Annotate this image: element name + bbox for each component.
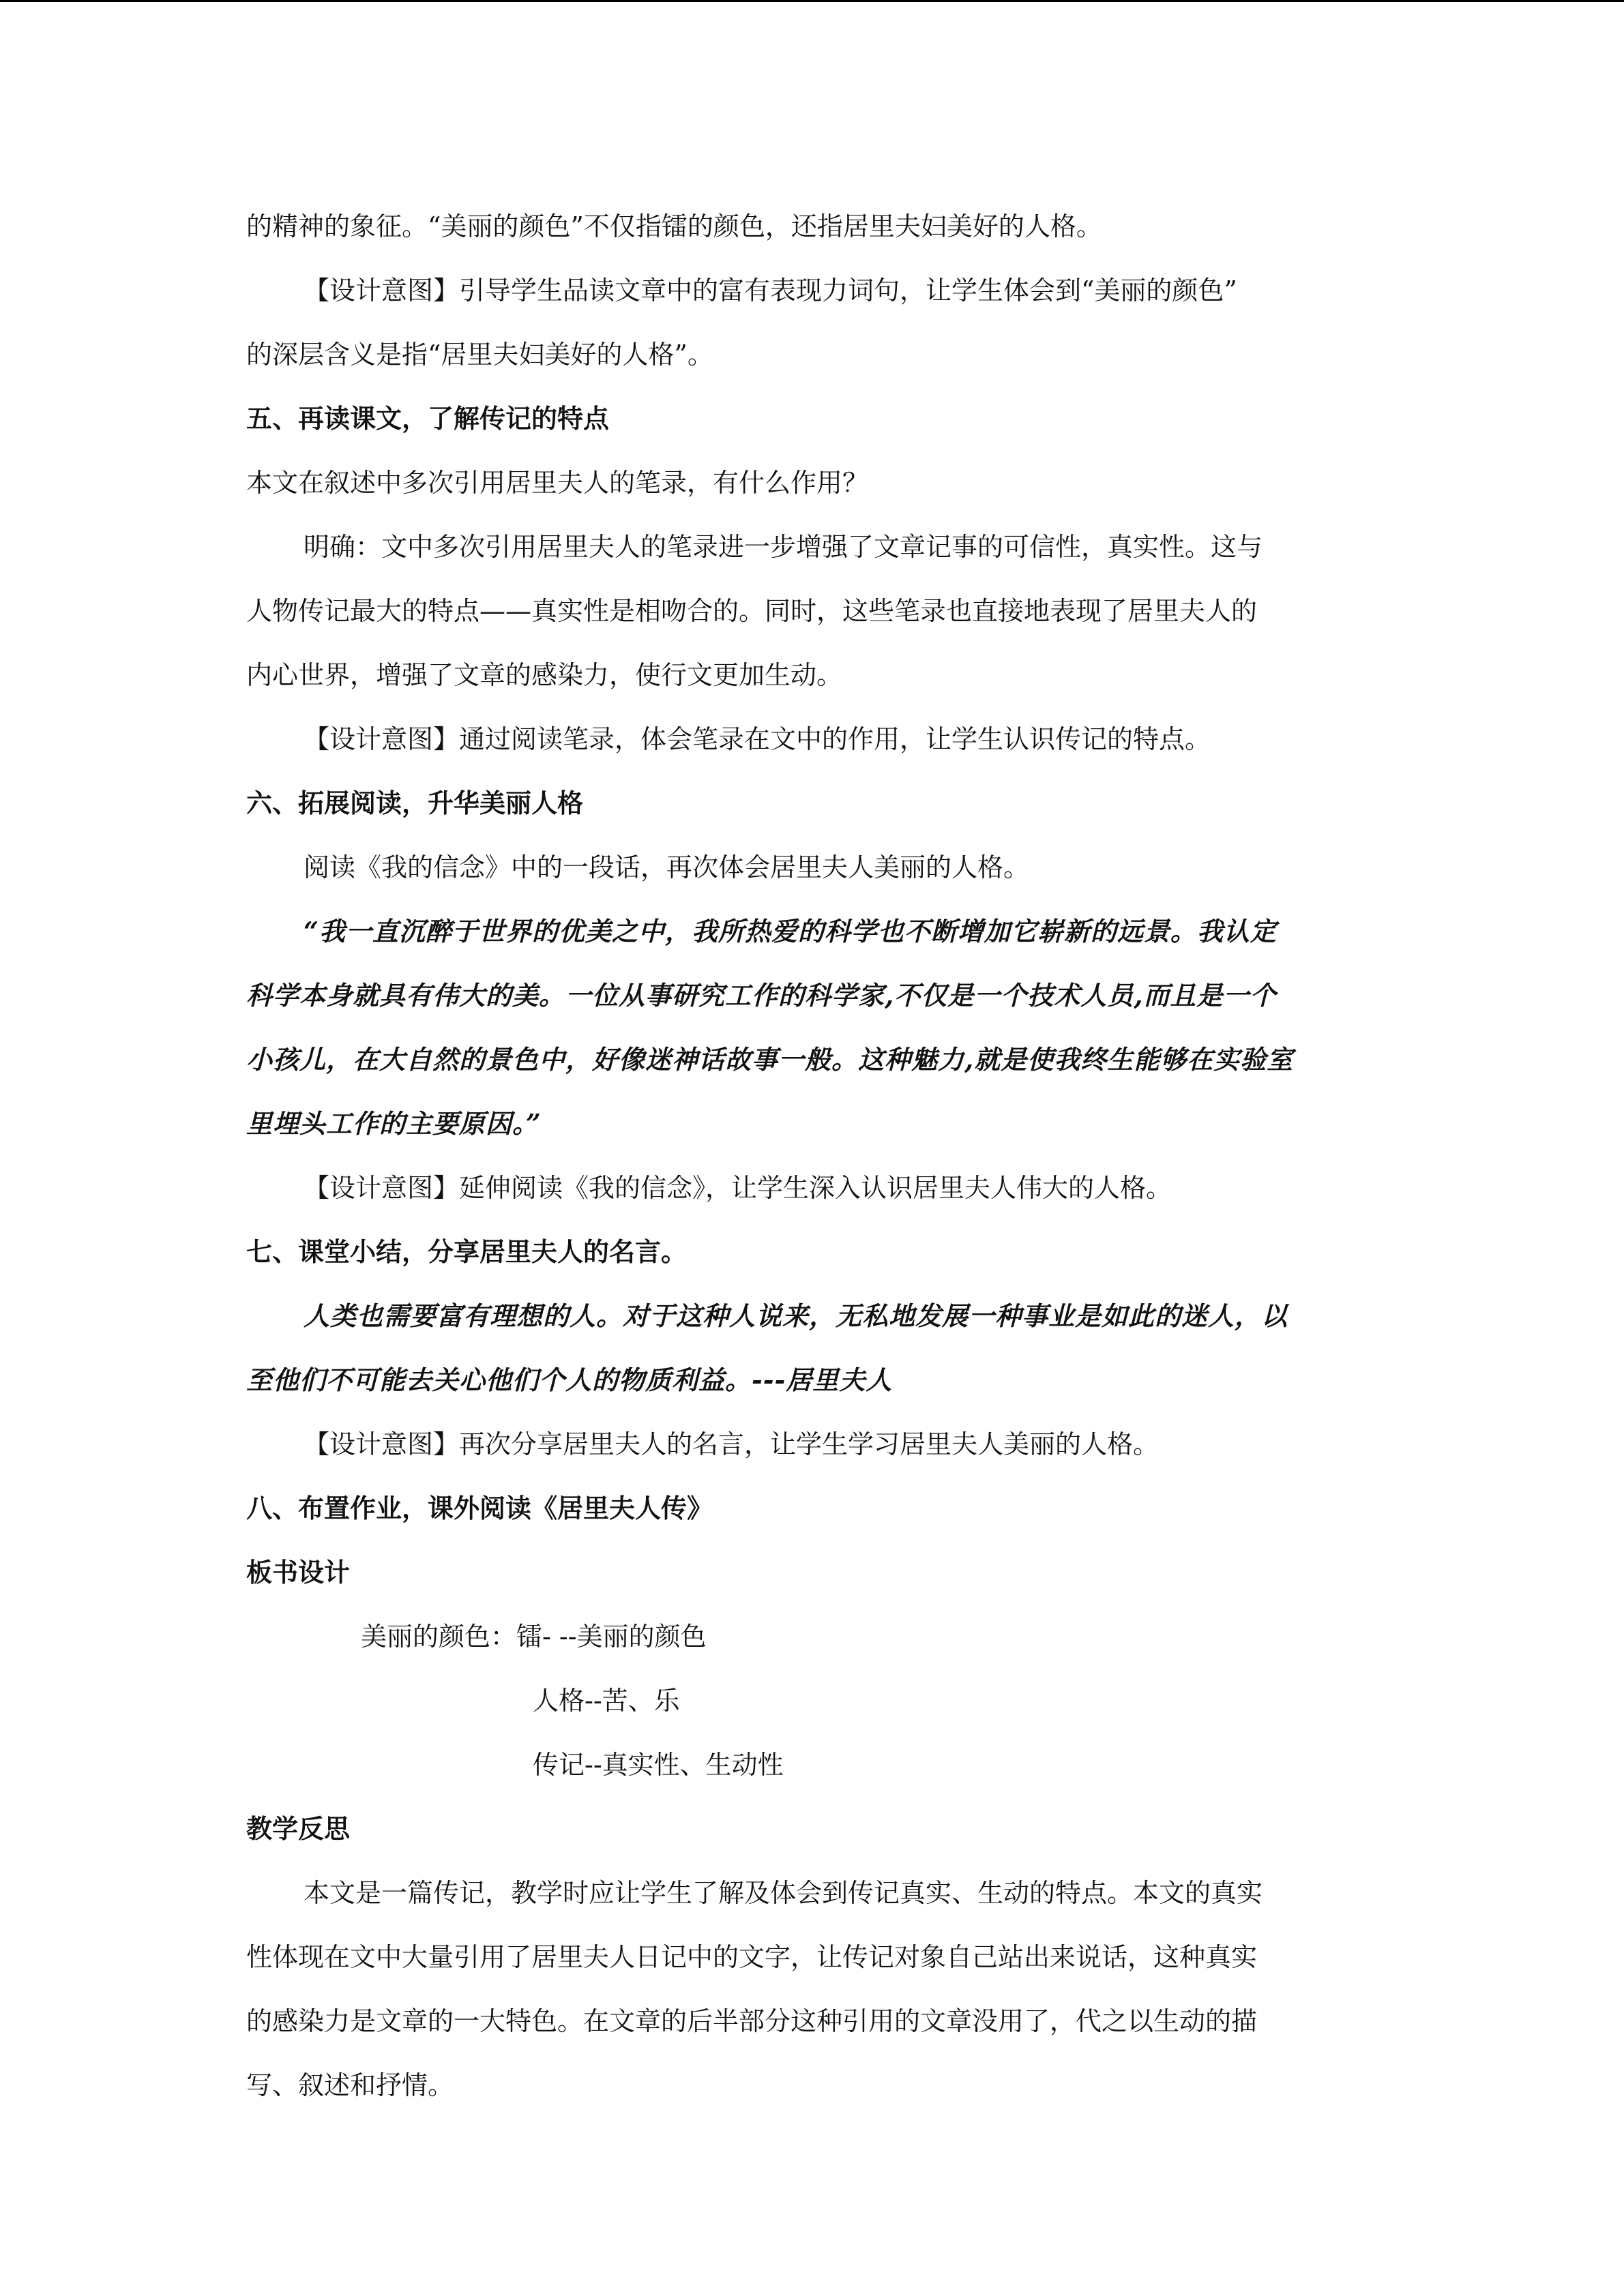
reflection-line: 写、叙述和抒情。: [246, 2070, 454, 2100]
reflection-line: 的感染力是文章的一大特色。在文章的后半部分这种引用的文章没用了，代之以生动的描: [246, 2006, 1258, 2036]
design-intent-line: 【设计意图】延伸阅读《我的信念》，让学生深入认识居里夫人伟大的人格。: [304, 1173, 1172, 1203]
body-paragraph-line: 的精神的象征。“美丽的颜色”不仅指镭的颜色，还指居里夫妇美好的人格。: [246, 211, 1102, 241]
board-item: 传记--真实性、生动性: [533, 1750, 784, 1780]
section-heading-6: 六、拓展阅读，升华美丽人格: [246, 788, 584, 818]
quote-line: 科学本身就具有伟大的美。一位从事研究工作的科学家,不仅是一个技术人员,而且是一个: [246, 980, 1277, 1011]
reflection-line: 本文是一篇传记，教学时应让学生了解及体会到传记真实、生动的特点。本文的真实: [304, 1878, 1263, 1908]
body-paragraph-line: 阅读《我的信念》中的一段话，再次体会居里夫人美丽的人格。: [304, 852, 1030, 882]
famous-quote-line: 至他们不可能去关心他们个人的物质利益。---居里夫人: [246, 1365, 893, 1395]
document-body: [246, 194, 1378, 2117]
design-intent-line: 【设计意图】通过阅读笔录，体会笔录在文中的作用，让学生认识传记的特点。: [304, 724, 1211, 754]
body-paragraph-line: 的深层含义是指“居里夫妇美好的人格”。: [246, 340, 713, 370]
board-design-heading: 板书设计: [246, 1557, 351, 1587]
body-paragraph-line: 人物传记最大的特点——真实性是相吻合的。同时，这些笔录也直接地表现了居里夫人的: [246, 596, 1258, 626]
reflection-line: 性体现在文中大量引用了居里夫人日记中的文字，让传记对象自己站出来说话，这种真实: [246, 1942, 1258, 1972]
quote-line: 小孩儿，在大自然的景色中，好像迷神话故事一般。这种魅力,就是使我终生能够在实验室: [246, 1044, 1294, 1075]
famous-quote-line: 人类也需要富有理想的人。对于这种人说来，无私地发展一种事业是如此的迷人，以: [304, 1300, 1288, 1331]
board-item: 美丽的颜色：镭- --美丽的颜色: [361, 1622, 707, 1652]
quote-line: “我一直沉醉于世界的优美之中，我所热爱的科学也不断增加它崭新的远景。我认定: [304, 916, 1277, 946]
answer-line: 明确：文中多次引用居里夫人的笔录进一步增强了文章记事的可信性，真实性。这与: [304, 532, 1263, 562]
section-heading-5: 五、再读课文，了解传记的特点: [246, 404, 610, 434]
section-heading-8: 八、布置作业，课外阅读《居里夫人传》: [246, 1493, 713, 1523]
section-heading-7: 七、课堂小结，分享居里夫人的名言。: [246, 1237, 688, 1267]
board-item: 人格--苦、乐: [533, 1686, 680, 1716]
design-intent-line: 【设计意图】引导学生品读文章中的富有表现力词句，让学生体会到“美丽的颜色”: [304, 275, 1237, 305]
quote-line: 里埋头工作的主要原因。”: [246, 1108, 542, 1139]
body-paragraph-line: 内心世界，增强了文章的感染力，使行文更加生动。: [246, 660, 843, 690]
question-line: 本文在叙述中多次引用居里夫人的笔录，有什么作用？: [246, 468, 869, 498]
teaching-reflection-heading: 教学反思: [246, 1814, 351, 1844]
design-intent-line: 【设计意图】再次分享居里夫人的名言，让学生学习居里夫人美丽的人格。: [304, 1429, 1160, 1459]
